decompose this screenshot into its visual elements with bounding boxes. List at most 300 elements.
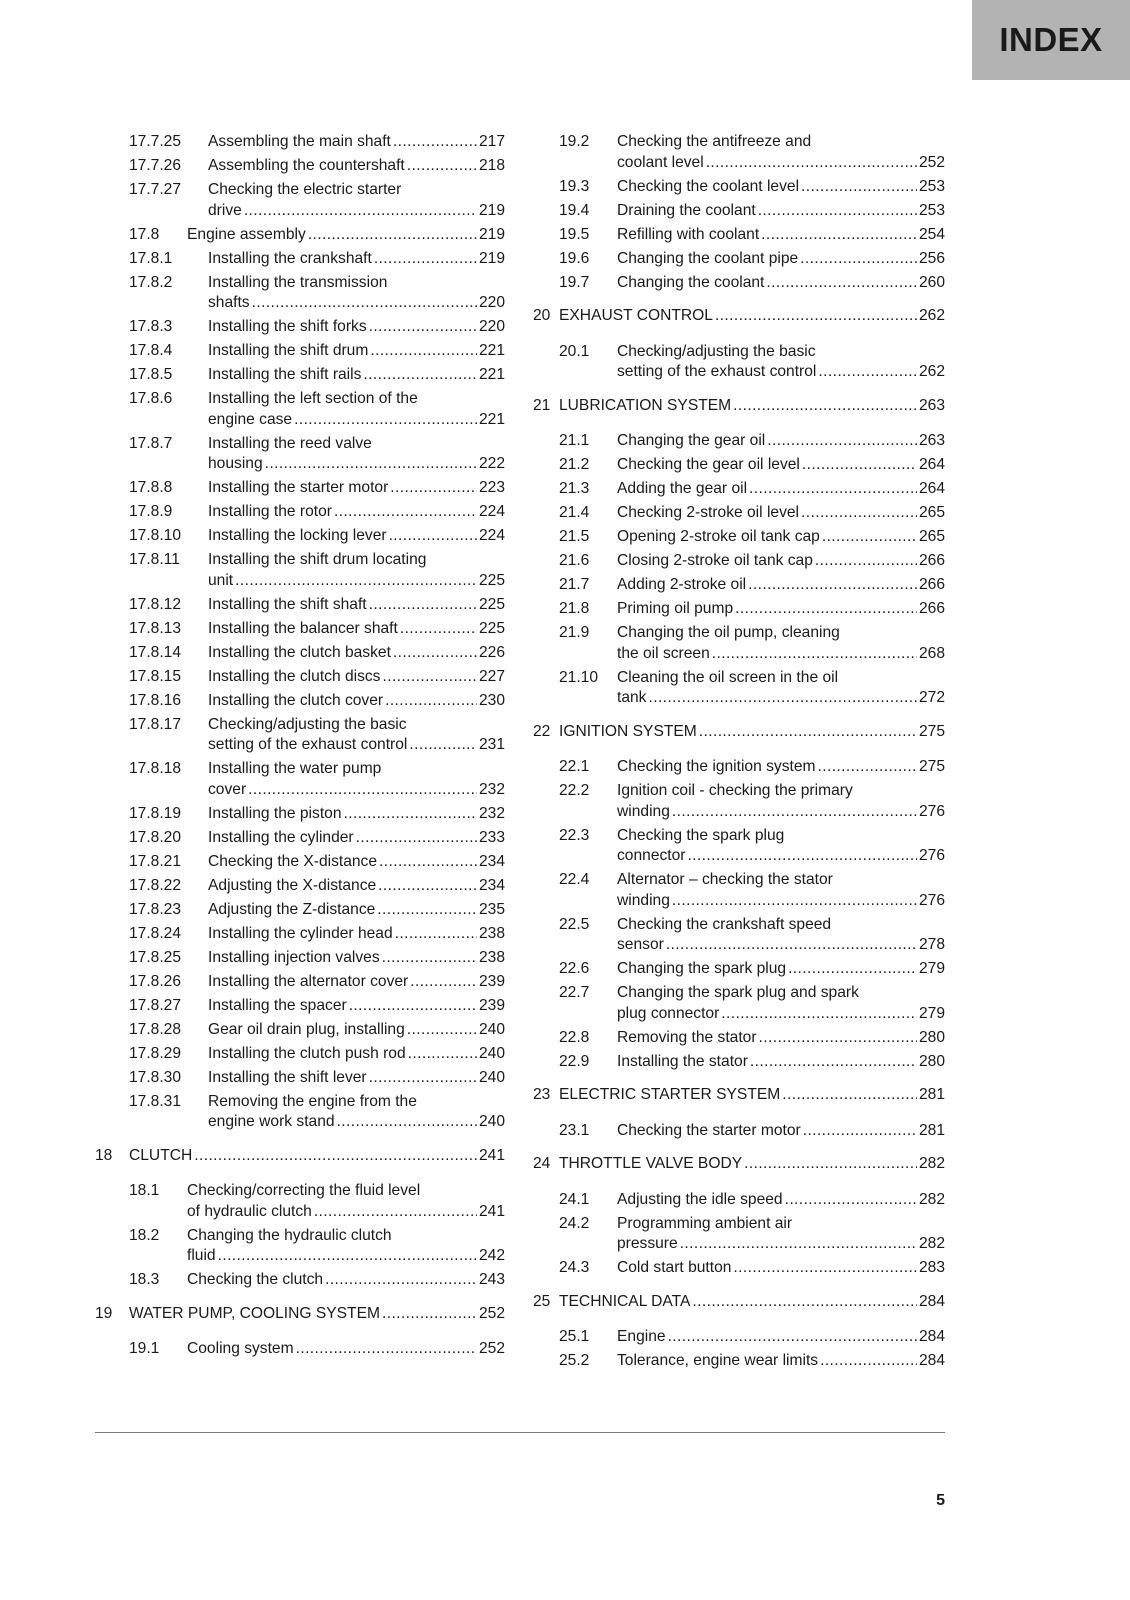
toc-entry-page: 241: [478, 1146, 505, 1164]
toc-entry: [533, 722, 945, 743]
toc-entry-title-line: Tolerance, engine wear limits: [617, 1352, 819, 1369]
toc-entry-page: 221: [478, 366, 505, 383]
dot-leader: [706, 153, 917, 174]
toc-entry-page: 268: [918, 644, 945, 662]
toc-entry-title: [617, 1327, 945, 1348]
toc-entry-page: 266: [918, 576, 945, 593]
toc-entry: [533, 225, 945, 246]
toc-entry-page: 224: [478, 527, 505, 544]
toc-entry: [95, 502, 505, 523]
toc-entry-number: 22.5: [559, 915, 590, 933]
toc-entry-title-line: Installing the stator: [617, 1052, 748, 1070]
toc-entry: [533, 826, 945, 867]
toc-entry-title-line: WATER PUMP, COOLING SYSTEM: [129, 1304, 380, 1322]
toc-entry-title-line: Installing the clutch cover: [208, 691, 384, 709]
toc-entry-page: 220: [478, 294, 505, 311]
dot-leader: [325, 1270, 477, 1291]
toc-entry-page: 252: [478, 1304, 505, 1322]
toc-entry: [533, 273, 945, 294]
toc-entry: [533, 132, 945, 173]
toc-column-left: [95, 132, 505, 1363]
toc-entry-number: 17.7.27: [129, 181, 182, 198]
toc-entry-title-line: CLUTCH: [129, 1146, 193, 1164]
dot-leader: [672, 891, 917, 912]
toc-entry-title-line: cover: [208, 780, 247, 798]
toc-entry: [95, 1020, 505, 1041]
toc-entry-page: 219: [478, 225, 505, 243]
toc-entry-title-line: Installing the shift drum locating: [208, 551, 427, 568]
toc-entry-title: [208, 341, 505, 362]
toc-entry: [533, 915, 945, 956]
toc-entry-title-line: Installing the locking lever: [208, 527, 387, 544]
toc-entry-page: 226: [478, 643, 505, 661]
toc-entry-page: 266: [918, 600, 945, 617]
toc-entry-number: 18: [95, 1146, 113, 1164]
dot-leader: [788, 959, 917, 980]
toc-entry-title-line: Installing the shift shaft: [208, 595, 367, 613]
dot-leader: [393, 132, 477, 153]
toc-entry-title: [617, 959, 945, 980]
dot-leader: [782, 1085, 917, 1106]
toc-entry-number: 21.8: [559, 600, 590, 617]
dot-leader: [370, 341, 477, 362]
toc-entry: [95, 595, 505, 616]
toc-entry-number: 22.7: [559, 984, 590, 1001]
toc-entry-title-line: tank: [617, 689, 647, 706]
toc-entry-number: 21: [533, 396, 551, 414]
dot-leader: [369, 595, 477, 616]
toc-entry: [95, 526, 505, 547]
toc-entry-number: 22.4: [559, 871, 590, 888]
toc-entry-page: 232: [478, 780, 505, 798]
toc-entry: [95, 1092, 505, 1133]
toc-entry-page: 227: [478, 667, 505, 685]
dot-leader: [692, 1292, 917, 1313]
toc-entry-title: [617, 273, 945, 294]
toc-entry-title-line: Removing the stator: [617, 1028, 757, 1046]
toc-entry-number: 17.7.26: [129, 157, 182, 174]
toc-entry: [533, 551, 945, 572]
toc-entry: [95, 715, 505, 756]
toc-entry-number: 21.3: [559, 480, 590, 497]
dot-leader: [410, 972, 477, 993]
toc-entry-page: 223: [478, 479, 505, 496]
toc-entry-title: [617, 575, 945, 596]
toc-entry-page: 221: [478, 342, 505, 359]
toc-entry-title: [617, 870, 945, 911]
dot-leader: [393, 643, 477, 664]
dot-leader: [349, 996, 477, 1017]
toc-entry-number: 25.1: [559, 1328, 590, 1345]
toc-entry-title-line: EXHAUST CONTROL: [559, 307, 713, 324]
dot-leader: [377, 900, 477, 921]
toc-entry-number: 18.3: [129, 1271, 160, 1288]
toc-entry: [95, 691, 505, 712]
toc-entry-number: 17.8.9: [129, 503, 173, 520]
toc-entry-number: 17.8.18: [129, 760, 182, 777]
toc-entry-title: [208, 434, 505, 475]
toc-entry-number: 17.8.6: [129, 390, 173, 407]
dot-leader: [379, 852, 477, 873]
toc-entry-page: 276: [918, 847, 945, 864]
toc-entry-number: 22.3: [559, 826, 590, 844]
toc-entry-number: 17.8.14: [129, 643, 182, 661]
toc-entry-title-line: Changing the coolant: [617, 273, 765, 291]
toc-entry-title: [208, 273, 505, 314]
dot-leader: [820, 1351, 917, 1372]
toc-entry-number: 17.8.8: [129, 479, 173, 496]
toc-entry-title: [208, 389, 505, 430]
dot-leader: [687, 846, 916, 867]
dot-leader: [374, 249, 477, 270]
toc-entry-page: 262: [918, 307, 945, 324]
toc-entry: [533, 668, 945, 709]
toc-entry-page: 276: [918, 891, 945, 909]
toc-entry-number: 23.1: [559, 1121, 590, 1139]
dot-leader: [749, 479, 917, 500]
toc-entry-title: [129, 1304, 505, 1325]
toc-entry: [95, 249, 505, 270]
toc-entry-title-line: Installing the cylinder head: [208, 924, 393, 942]
toc-entry-title: [208, 502, 505, 523]
toc-entry-title-line: Engine assembly: [187, 225, 306, 243]
toc-entry: [95, 365, 505, 386]
dot-leader: [382, 948, 477, 969]
toc-entry-title-line: Checking/adjusting the basic: [208, 715, 407, 733]
toc-entry-title: [617, 249, 945, 270]
toc-entry-title-line: ELECTRIC STARTER SYSTEM: [559, 1086, 781, 1103]
toc-entry-page: 240: [478, 1068, 505, 1086]
toc-entry: [533, 1258, 945, 1279]
toc-entry-page: 263: [918, 396, 945, 414]
toc-entry-title: [208, 619, 505, 640]
toc-entry: [533, 455, 945, 476]
toc-entry-number: 19.5: [559, 225, 590, 243]
dot-leader: [363, 365, 477, 386]
toc-entry-page: 280: [918, 1052, 945, 1070]
toc-entry-page: 233: [478, 828, 505, 846]
toc-entry-page: 241: [478, 1202, 505, 1220]
toc-entry-page: 284: [918, 1328, 945, 1345]
toc-entry-title-line: setting of the exhaust control: [617, 363, 817, 380]
toc-entry-title-line: Installing the left section of the: [208, 390, 418, 407]
toc-entry-number: 19.6: [559, 249, 590, 267]
toc-entry-number: 17.8.12: [129, 595, 182, 613]
toc-entry-title: [559, 1085, 945, 1106]
toc-entry-number: 17.8.13: [129, 619, 182, 637]
toc-entry: [95, 900, 505, 921]
toc-entry-title: [208, 1092, 505, 1133]
toc-entry-title-line: Opening 2-stroke oil tank cap: [617, 528, 820, 545]
toc-entry-page: 260: [918, 273, 945, 291]
toc-entry: [533, 396, 945, 417]
dot-leader: [314, 1202, 477, 1223]
toc-entry-title-line: Draining the coolant: [617, 201, 756, 219]
dot-leader: [389, 526, 477, 547]
toc-entry-page: 279: [918, 960, 945, 977]
toc-entry-number: 17.7.25: [129, 133, 182, 150]
toc-entry: [95, 317, 505, 338]
toc-entry-number: 17.8.30: [129, 1068, 182, 1086]
toc-entry: [533, 1190, 945, 1211]
toc-entry-title-line: connector: [617, 847, 686, 864]
dot-leader: [407, 156, 477, 177]
toc-entry-title: [208, 715, 505, 756]
toc-entry-title: [187, 1226, 505, 1267]
toc-entry-page: 231: [478, 736, 505, 753]
dot-leader: [801, 503, 917, 524]
toc-entry-page: 234: [478, 876, 505, 894]
toc-entry-title: [208, 972, 505, 993]
toc-entry-title: [208, 478, 505, 499]
dot-leader: [385, 691, 477, 712]
toc-entry: [533, 177, 945, 198]
toc-entry-title: [208, 643, 505, 664]
toc-entry-title-line: Checking the antifreeze and: [617, 133, 812, 150]
toc-entry-title-line: Checking 2-stroke oil level: [617, 504, 800, 521]
toc-entry-title-line: pressure: [617, 1235, 678, 1252]
toc-entry-title-line: Closing 2-stroke oil tank cap: [617, 552, 813, 569]
toc-entry-page: 282: [918, 1190, 945, 1208]
toc-entry-page: 265: [918, 504, 945, 521]
toc-entry: [533, 431, 945, 452]
toc-entry-page: 225: [478, 595, 505, 613]
toc-entry-page: 254: [918, 225, 945, 243]
toc-entry-number: 25: [533, 1292, 551, 1310]
toc-entry-title-line: Assembling the countershaft: [208, 157, 405, 174]
toc-entry-title: [208, 156, 505, 177]
toc-entry: [533, 479, 945, 500]
dot-leader: [712, 644, 917, 665]
dot-leader: [818, 362, 917, 383]
toc-entry-number: 17.8.15: [129, 667, 182, 685]
toc-entry-title-line: Adjusting the X-distance: [208, 876, 377, 894]
dot-leader: [356, 828, 477, 849]
toc-entry: [533, 599, 945, 620]
toc-entry-page: 275: [918, 722, 945, 740]
toc-entry-page: 240: [478, 1044, 505, 1062]
index-tab: [972, 0, 1130, 80]
dot-leader: [715, 306, 917, 327]
toc-entry-title-line: Installing the cylinder: [208, 828, 354, 846]
toc-entry-page: 230: [478, 691, 505, 709]
toc-entry-title: [559, 1154, 945, 1175]
dot-leader: [648, 688, 916, 709]
toc-entry-title-line: Removing the engine from the: [208, 1092, 417, 1110]
dot-leader: [400, 619, 477, 640]
toc-entry-title: [617, 479, 945, 500]
dot-leader: [680, 1234, 917, 1255]
toc-entry-title: [187, 1181, 505, 1222]
toc-entry-number: 21.1: [559, 432, 590, 449]
toc-entry: [533, 503, 945, 524]
toc-entry-title: [208, 180, 505, 221]
toc-entry-title-line: Changing the oil pump, cleaning: [617, 624, 840, 641]
toc-entry-title-line: Changing the spark plug: [617, 960, 787, 977]
toc-entry-title: [187, 225, 505, 246]
toc-entry-page: 284: [918, 1292, 945, 1310]
toc-entry-number: 17.8.16: [129, 691, 182, 709]
toc-entry-title: [559, 722, 945, 743]
dot-leader: [818, 757, 917, 778]
toc-entry-page: 240: [478, 1020, 505, 1038]
toc-entry-page: 281: [918, 1086, 945, 1103]
toc-entry-number: 22.1: [559, 758, 590, 775]
toc-entry: [95, 1304, 505, 1325]
toc-entry-title-line: Changing the hydraulic clutch: [187, 1226, 392, 1244]
toc-entry-title: [617, 1121, 945, 1142]
toc-entry-title-line: Checking the coolant level: [617, 177, 800, 195]
dot-leader: [390, 478, 477, 499]
toc-entry-title-line: drive: [208, 201, 242, 219]
toc-entry-title: [617, 668, 945, 709]
dot-leader: [766, 273, 917, 294]
toc-entry-page: 219: [478, 201, 505, 219]
toc-entry: [95, 876, 505, 897]
dot-leader: [194, 1146, 477, 1167]
toc-entry: [95, 1068, 505, 1089]
toc-entry: [533, 870, 945, 911]
toc-entry-title-line: Checking the spark plug: [617, 826, 785, 844]
toc-entry-title-line: Installing the clutch basket: [208, 643, 391, 661]
toc-entry-number: 17.8.17: [129, 715, 182, 733]
toc-entry: [533, 983, 945, 1024]
toc-entry-title-line: Installing the shift rails: [208, 366, 362, 383]
toc-entry-title: [208, 317, 505, 338]
toc-entry-number: 22.8: [559, 1028, 590, 1046]
dot-leader: [369, 1068, 477, 1089]
toc-entry-number: 24.2: [559, 1214, 590, 1232]
toc-entry-page: 225: [478, 619, 505, 637]
dot-leader: [378, 876, 477, 897]
toc-entry-page: 238: [478, 924, 505, 942]
toc-entry-page: 252: [478, 1340, 505, 1357]
toc-entry: [95, 852, 505, 873]
toc-entry-number: 21.5: [559, 528, 590, 545]
toc-entry-page: 234: [478, 852, 505, 870]
toc-entry: [95, 996, 505, 1017]
toc-entry-title-line: Gear oil drain plug, installing: [208, 1020, 405, 1038]
toc-entry: [95, 1339, 505, 1360]
toc-entry-number: 21.6: [559, 552, 590, 569]
toc-entry-title-line: IGNITION SYSTEM: [559, 722, 697, 740]
toc-entry: [533, 575, 945, 596]
toc-entry-number: 17.8.7: [129, 434, 173, 452]
toc-entry-number: 17.8.21: [129, 852, 182, 870]
toc-entry: [533, 249, 945, 270]
toc-entry-number: 21.10: [559, 668, 599, 686]
toc-entry-page: 222: [478, 455, 505, 472]
toc-entry: [95, 759, 505, 800]
toc-entry-title-line: coolant level: [617, 153, 704, 171]
toc-entry-number: 17.8.20: [129, 828, 182, 846]
toc-entry-title: [617, 431, 945, 452]
dot-leader: [759, 1028, 917, 1049]
toc-entry-title: [617, 983, 945, 1024]
toc-entry-page: 262: [918, 363, 945, 380]
toc-entry-title: [617, 503, 945, 524]
dot-leader: [721, 1004, 917, 1025]
dot-leader: [296, 1339, 477, 1360]
toc-entry-title-line: unit: [208, 571, 234, 589]
dot-leader: [761, 225, 917, 246]
toc-entry-title-line: Checking the starter motor: [617, 1121, 801, 1139]
dot-leader: [334, 502, 477, 523]
toc-entry-number: 19.3: [559, 177, 590, 195]
toc-entry-page: 281: [918, 1121, 945, 1139]
dot-leader: [744, 1154, 917, 1175]
dot-leader: [235, 571, 477, 592]
dot-leader: [666, 935, 917, 956]
toc-entry-page: 280: [918, 1028, 945, 1046]
toc-entry-page: 282: [918, 1235, 945, 1252]
dot-leader: [800, 249, 917, 270]
toc-entry-page: 242: [478, 1247, 505, 1264]
toc-entry-title: [208, 759, 505, 800]
toc-entry: [95, 180, 505, 221]
dot-leader: [407, 1020, 477, 1041]
toc-entry-title-line: Checking the X-distance: [208, 852, 378, 870]
toc-entry-title-line: Engine: [617, 1328, 666, 1345]
toc-entry-number: 21.2: [559, 456, 590, 473]
toc-entry-title: [617, 455, 945, 476]
toc-entry-title: [187, 1339, 505, 1360]
toc-entry-title: [617, 225, 945, 246]
dot-leader: [735, 599, 917, 620]
toc-entry-number: 17.8.28: [129, 1020, 182, 1038]
toc-entry: [95, 804, 505, 825]
toc-entry-page: 282: [918, 1155, 945, 1172]
toc-entry-title-line: Installing the water pump: [208, 760, 382, 777]
toc-entry-number: 21.9: [559, 624, 590, 641]
toc-entry-title-line: sensor: [617, 936, 664, 953]
toc-entry-number: 19: [95, 1304, 113, 1322]
toc-entry: [533, 1052, 945, 1073]
dot-leader: [244, 201, 477, 222]
toc-entry-number: 17.8.31: [129, 1092, 182, 1110]
toc-entry-number: 19.2: [559, 133, 590, 150]
toc-entry-title: [617, 826, 945, 867]
dot-leader: [382, 1304, 477, 1325]
toc-entry: [533, 527, 945, 548]
toc-entry-title: [559, 1292, 945, 1313]
toc-entry-title: [617, 551, 945, 572]
page-number: 5: [936, 1492, 945, 1509]
dot-leader: [750, 1052, 917, 1073]
toc-entry: [95, 948, 505, 969]
toc-entry-title: [208, 667, 505, 688]
toc-entry-number: 17.8.24: [129, 924, 182, 942]
toc-entry-title-line: Changing the coolant pipe: [617, 249, 799, 267]
toc-entry-title: [208, 1068, 505, 1089]
toc-entry-title-line: LUBRICATION SYSTEM: [559, 396, 732, 414]
toc-entry-title-line: plug connector: [617, 1004, 720, 1022]
dot-leader: [815, 551, 917, 572]
toc-entry-title: [208, 365, 505, 386]
toc-entry-title-line: Cleaning the oil screen in the oil: [617, 668, 839, 686]
toc-entry: [95, 972, 505, 993]
toc-entry-page: 253: [918, 177, 945, 195]
toc-entry-page: 218: [478, 157, 505, 174]
toc-entry-title-line: Checking the crankshaft speed: [617, 915, 832, 933]
toc-entry-title-line: Adjusting the Z-distance: [208, 900, 376, 918]
toc-entry-title: [617, 1351, 945, 1372]
toc-entry-title-line: Cooling system: [187, 1340, 294, 1357]
dot-leader: [252, 293, 477, 314]
toc-entry-title-line: the oil screen: [617, 644, 710, 662]
toc-entry-title-line: housing: [208, 455, 263, 472]
toc-entry: [533, 757, 945, 778]
